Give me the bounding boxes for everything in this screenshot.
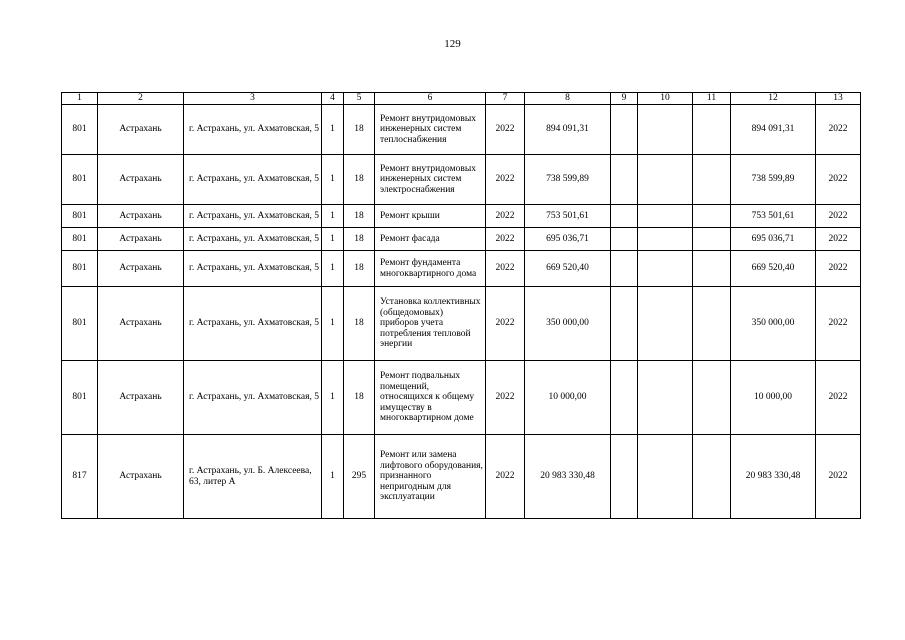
completion-year-cell: 2022 [816,251,861,287]
col-10-cell [638,251,693,287]
completion-year-cell: 2022 [816,228,861,251]
column-header-5: 5 [344,93,375,105]
col-11-cell [693,435,731,519]
fund-cost-cell: 695 036,71 [731,228,816,251]
object-number-cell: 801 [62,105,98,155]
completion-year-cell: 2022 [816,361,861,435]
completion-year-cell: 2022 [816,287,861,361]
column-header-3: 3 [184,93,322,105]
address-cell: г. Астрахань, ул. Ахматовская, 5 [184,205,322,228]
col-4-cell: 1 [322,361,344,435]
col-4-cell: 1 [322,287,344,361]
col-5-cell: 18 [344,287,375,361]
completion-year-cell: 2022 [816,155,861,205]
work-type-cell: Ремонт фундамента многоквартирного дома [375,251,486,287]
total-cost-cell: 350 000,00 [525,287,611,361]
fund-cost-cell: 10 000,00 [731,361,816,435]
plan-year-cell: 2022 [486,435,525,519]
address-cell: г. Астрахань, ул. Ахматовская, 5 [184,228,322,251]
municipality-cell: Астрахань [98,155,184,205]
work-type-cell: Ремонт внутридомовых инженерных систем теплоснабжения [375,105,486,155]
column-header-8: 8 [525,93,611,105]
total-cost-cell: 20 983 330,48 [525,435,611,519]
object-number-cell: 801 [62,251,98,287]
fund-cost-cell: 738 599,89 [731,155,816,205]
col-9-cell [611,251,638,287]
col-10-cell [638,228,693,251]
fund-cost-cell: 753 501,61 [731,205,816,228]
address-cell: г. Астрахань, ул. Ахматовская, 5 [184,361,322,435]
column-header-12: 12 [731,93,816,105]
object-number-cell: 801 [62,205,98,228]
total-cost-cell: 695 036,71 [525,228,611,251]
fund-cost-cell: 894 091,31 [731,105,816,155]
table-row [62,435,861,519]
col-11-cell [693,105,731,155]
column-header-2: 2 [98,93,184,105]
col-9-cell [611,361,638,435]
completion-year-cell: 2022 [816,105,861,155]
column-header-13: 13 [816,93,861,105]
col-11-cell [693,251,731,287]
plan-year-cell: 2022 [486,105,525,155]
col-10-cell [638,287,693,361]
col-5-cell: 18 [344,361,375,435]
col-5-cell: 18 [344,251,375,287]
work-type-cell: Ремонт крыши [375,205,486,228]
col-11-cell [693,155,731,205]
page-number: 129 [444,38,461,50]
plan-year-cell: 2022 [486,361,525,435]
col-11-cell [693,287,731,361]
address-cell: г. Астрахань, ул. Ахматовская, 5 [184,105,322,155]
col-10-cell [638,205,693,228]
table-row [62,228,861,251]
col-5-cell: 18 [344,105,375,155]
col-11-cell [693,228,731,251]
col-10-cell [638,155,693,205]
col-5-cell: 295 [344,435,375,519]
total-cost-cell: 738 599,89 [525,155,611,205]
completion-year-cell: 2022 [816,205,861,228]
municipality-cell: Астрахань [98,435,184,519]
municipality-cell: Астрахань [98,105,184,155]
work-type-cell: Ремонт внутридомовых инженерных систем электроснабжения [375,155,486,205]
address-cell: г. Астрахань, ул. Ахматовская, 5 [184,155,322,205]
work-type-cell: Ремонт или замена лифтового оборудования, признанного непригодным для эксплуатации [375,435,486,519]
col-4-cell: 1 [322,105,344,155]
table-row [62,251,861,287]
capital-repair-table [61,92,861,519]
column-header-7: 7 [486,93,525,105]
col-4-cell: 1 [322,435,344,519]
total-cost-cell: 669 520,40 [525,251,611,287]
work-type-cell: Ремонт фасада [375,228,486,251]
address-cell: г. Астрахань, ул. Б. Алексеева, 63, литер А [184,435,322,519]
municipality-cell: Астрахань [98,287,184,361]
table-row [62,361,861,435]
table-body [62,105,861,519]
col-5-cell: 18 [344,228,375,251]
total-cost-cell: 753 501,61 [525,205,611,228]
col-11-cell [693,205,731,228]
plan-year-cell: 2022 [486,205,525,228]
fund-cost-cell: 350 000,00 [731,287,816,361]
plan-year-cell: 2022 [486,287,525,361]
table-row [62,105,861,155]
municipality-cell: Астрахань [98,361,184,435]
column-header-10: 10 [638,93,693,105]
column-number-row [62,93,861,105]
address-cell: г. Астрахань, ул. Ахматовская, 5 [184,251,322,287]
work-type-cell: Ремонт подвальных помещений, относящихся к общему имуществу в многоквартирном доме [375,361,486,435]
col-5-cell: 18 [344,205,375,228]
col-10-cell [638,105,693,155]
plan-year-cell: 2022 [486,251,525,287]
total-cost-cell: 894 091,31 [525,105,611,155]
column-header-11: 11 [693,93,731,105]
col-10-cell [638,435,693,519]
table-row [62,155,861,205]
object-number-cell: 801 [62,361,98,435]
col-9-cell [611,287,638,361]
col-9-cell [611,105,638,155]
table-row [62,205,861,228]
plan-year-cell: 2022 [486,228,525,251]
col-11-cell [693,361,731,435]
col-9-cell [611,155,638,205]
col-10-cell [638,361,693,435]
total-cost-cell: 10 000,00 [525,361,611,435]
table-row [62,287,861,361]
col-5-cell: 18 [344,155,375,205]
municipality-cell: Астрахань [98,251,184,287]
address-cell: г. Астрахань, ул. Ахматовская, 5 [184,287,322,361]
col-4-cell: 1 [322,205,344,228]
column-header-4: 4 [322,93,344,105]
col-4-cell: 1 [322,228,344,251]
object-number-cell: 801 [62,228,98,251]
fund-cost-cell: 669 520,40 [731,251,816,287]
column-header-6: 6 [375,93,486,105]
col-4-cell: 1 [322,251,344,287]
object-number-cell: 801 [62,287,98,361]
column-header-1: 1 [62,93,98,105]
plan-year-cell: 2022 [486,155,525,205]
municipality-cell: Астрахань [98,205,184,228]
col-4-cell: 1 [322,155,344,205]
municipality-cell: Астрахань [98,228,184,251]
fund-cost-cell: 20 983 330,48 [731,435,816,519]
work-type-cell: Установка коллективных (общедомовых) приборов учета потребления тепловой энергии [375,287,486,361]
column-header-9: 9 [611,93,638,105]
object-number-cell: 801 [62,155,98,205]
col-9-cell [611,205,638,228]
completion-year-cell: 2022 [816,435,861,519]
col-9-cell [611,228,638,251]
col-9-cell [611,435,638,519]
object-number-cell: 817 [62,435,98,519]
